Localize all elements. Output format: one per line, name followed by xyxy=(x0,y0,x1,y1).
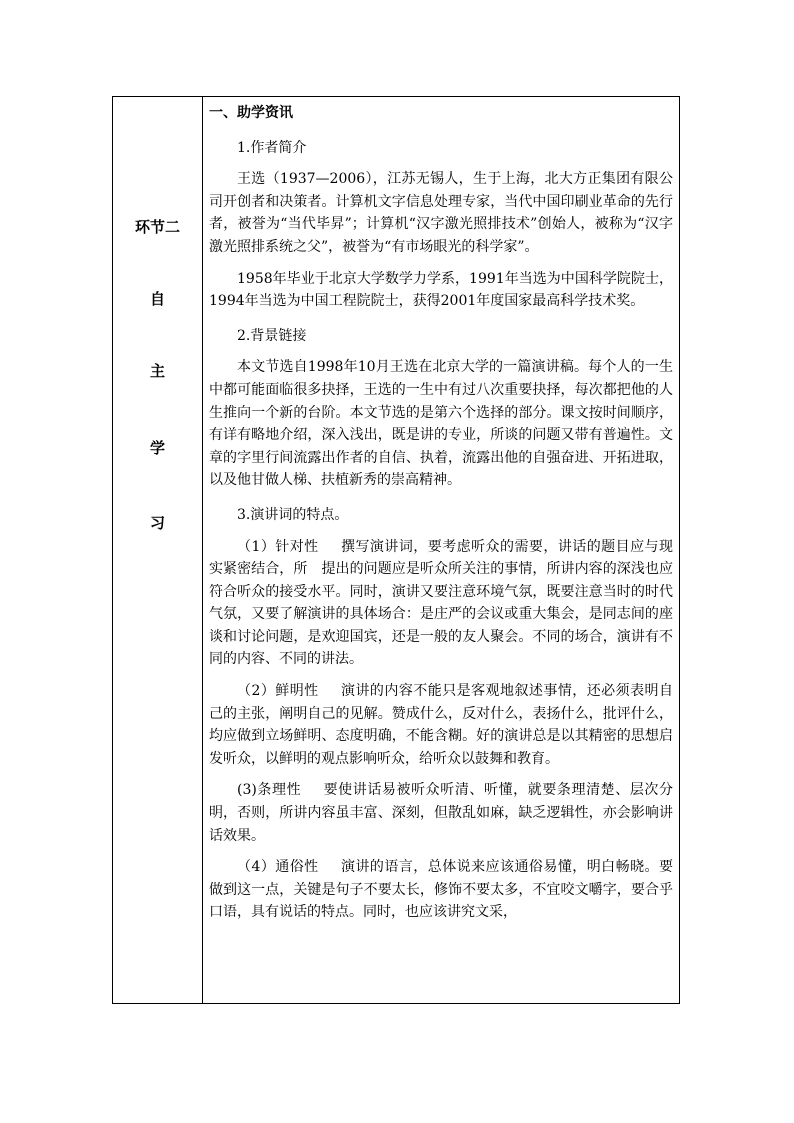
features-title: 3.演讲词的特点。 xyxy=(237,506,349,523)
feature-item xyxy=(209,536,673,672)
section-label: 环节二 xyxy=(134,218,180,236)
feature-text: 演讲的语言，总体说来应该通俗易懂，明白畅晓。要做到这一点，关键是句子不要太长，修饰不要太多，不宜咬文嚼字，要合乎口语，具有说话的特点。同时，也应该讲究文采， xyxy=(209,859,673,921)
background-paragraph: 本文节选自1998年10月王选在北京大学的一篇演讲稿。每个人的一生中都可能面临很多抉择，王选的一生中有过八次重要抉择，每次都把他的人生推向一个新的台阶。本文节选的是第六个选择的部分。课文按时间顺序，有详有略地介绍，深入浅出，既是讲的专业，所谈的问题又带有普遍性。文章的字里行间流露出作者的自信、执着，流露出他的自强奋进、开拓进取，以及他甘做人梯、扶植新秀的崇高精神。 xyxy=(209,359,673,489)
feature-item xyxy=(209,779,673,847)
feature-text: 撰写演讲词，要考虑听众的需要，讲话的题目应与现实紧密结合，所 提出的问题应是听众所关注的事情，所讲内容的深浅也应符合听众的接受水平。同时，演讲又要注意环境气氛，既要注意当时的时代气氛，又要了解演讲的具体场合：是庄严的会议或重大集会，是同志间的座谈和讨论问题，是欢迎国宾，还是一般的友人聚会。不同的场合，演讲有不同的内容、不同的讲法。 xyxy=(209,538,673,668)
content-cell xyxy=(203,97,680,1004)
label-char-4: 习 xyxy=(149,514,165,532)
feature-text: 演讲的内容不能只是客观地叙述事情，还必须表明自己的主张，阐明自己的见解。赞成什么，反对什么，表扬什么，批评什么，均应做到立场鲜明、态度明确，不能含糊。好的演讲总是以其精密的思想启发听众，以鲜明的观点影响听众，给听众以鼓舞和教育。 xyxy=(209,683,673,767)
feature-label: （2）鲜明性 xyxy=(237,683,319,700)
label-char-2: 主 xyxy=(149,362,165,380)
author-paragraph-1: 王选（1937—2006），江苏无锡人，生于上海，北大方正集团有限公司开创者和决策者。计算机文字信息处理专家，当代中国印刷业革命的先行者，被誉为“当代毕昇”；计算机“汉字激光照排技术”创始人，被称为“汉字激光照排系统之父”，被誉为“有市场眼光的科学家”。 xyxy=(209,171,673,255)
feature-item xyxy=(209,856,673,924)
section-label-cell xyxy=(113,97,203,1004)
content-body xyxy=(203,97,679,924)
author-paragraph-2: 1958年毕业于北京大学数学力学系，1991年当选为中国科学院院士，1994年当选为中国工程院院士，获得2001年度国家最高科学技术奖。 xyxy=(209,270,673,310)
feature-label: （4）通俗性 xyxy=(237,859,319,876)
author-title: 1.作者简介 xyxy=(237,139,307,156)
feature-text: 要使讲话易被听众听清、听懂，就要条理清楚、层次分明，否则，所讲内容虽丰富、深刻，但散乱如麻，缺乏逻辑性，亦会影响讲话效果。 xyxy=(209,782,673,844)
lesson-table xyxy=(112,96,680,1004)
label-char-3: 学 xyxy=(149,439,165,457)
feature-label: (3)条理性 xyxy=(237,782,302,799)
section-heading: 一、助学资讯 xyxy=(209,105,293,121)
feature-label: （1）针对性 xyxy=(237,538,319,555)
label-char-1: 自 xyxy=(149,290,165,308)
feature-item xyxy=(209,680,673,770)
background-title: 2.背景链接 xyxy=(237,327,307,344)
